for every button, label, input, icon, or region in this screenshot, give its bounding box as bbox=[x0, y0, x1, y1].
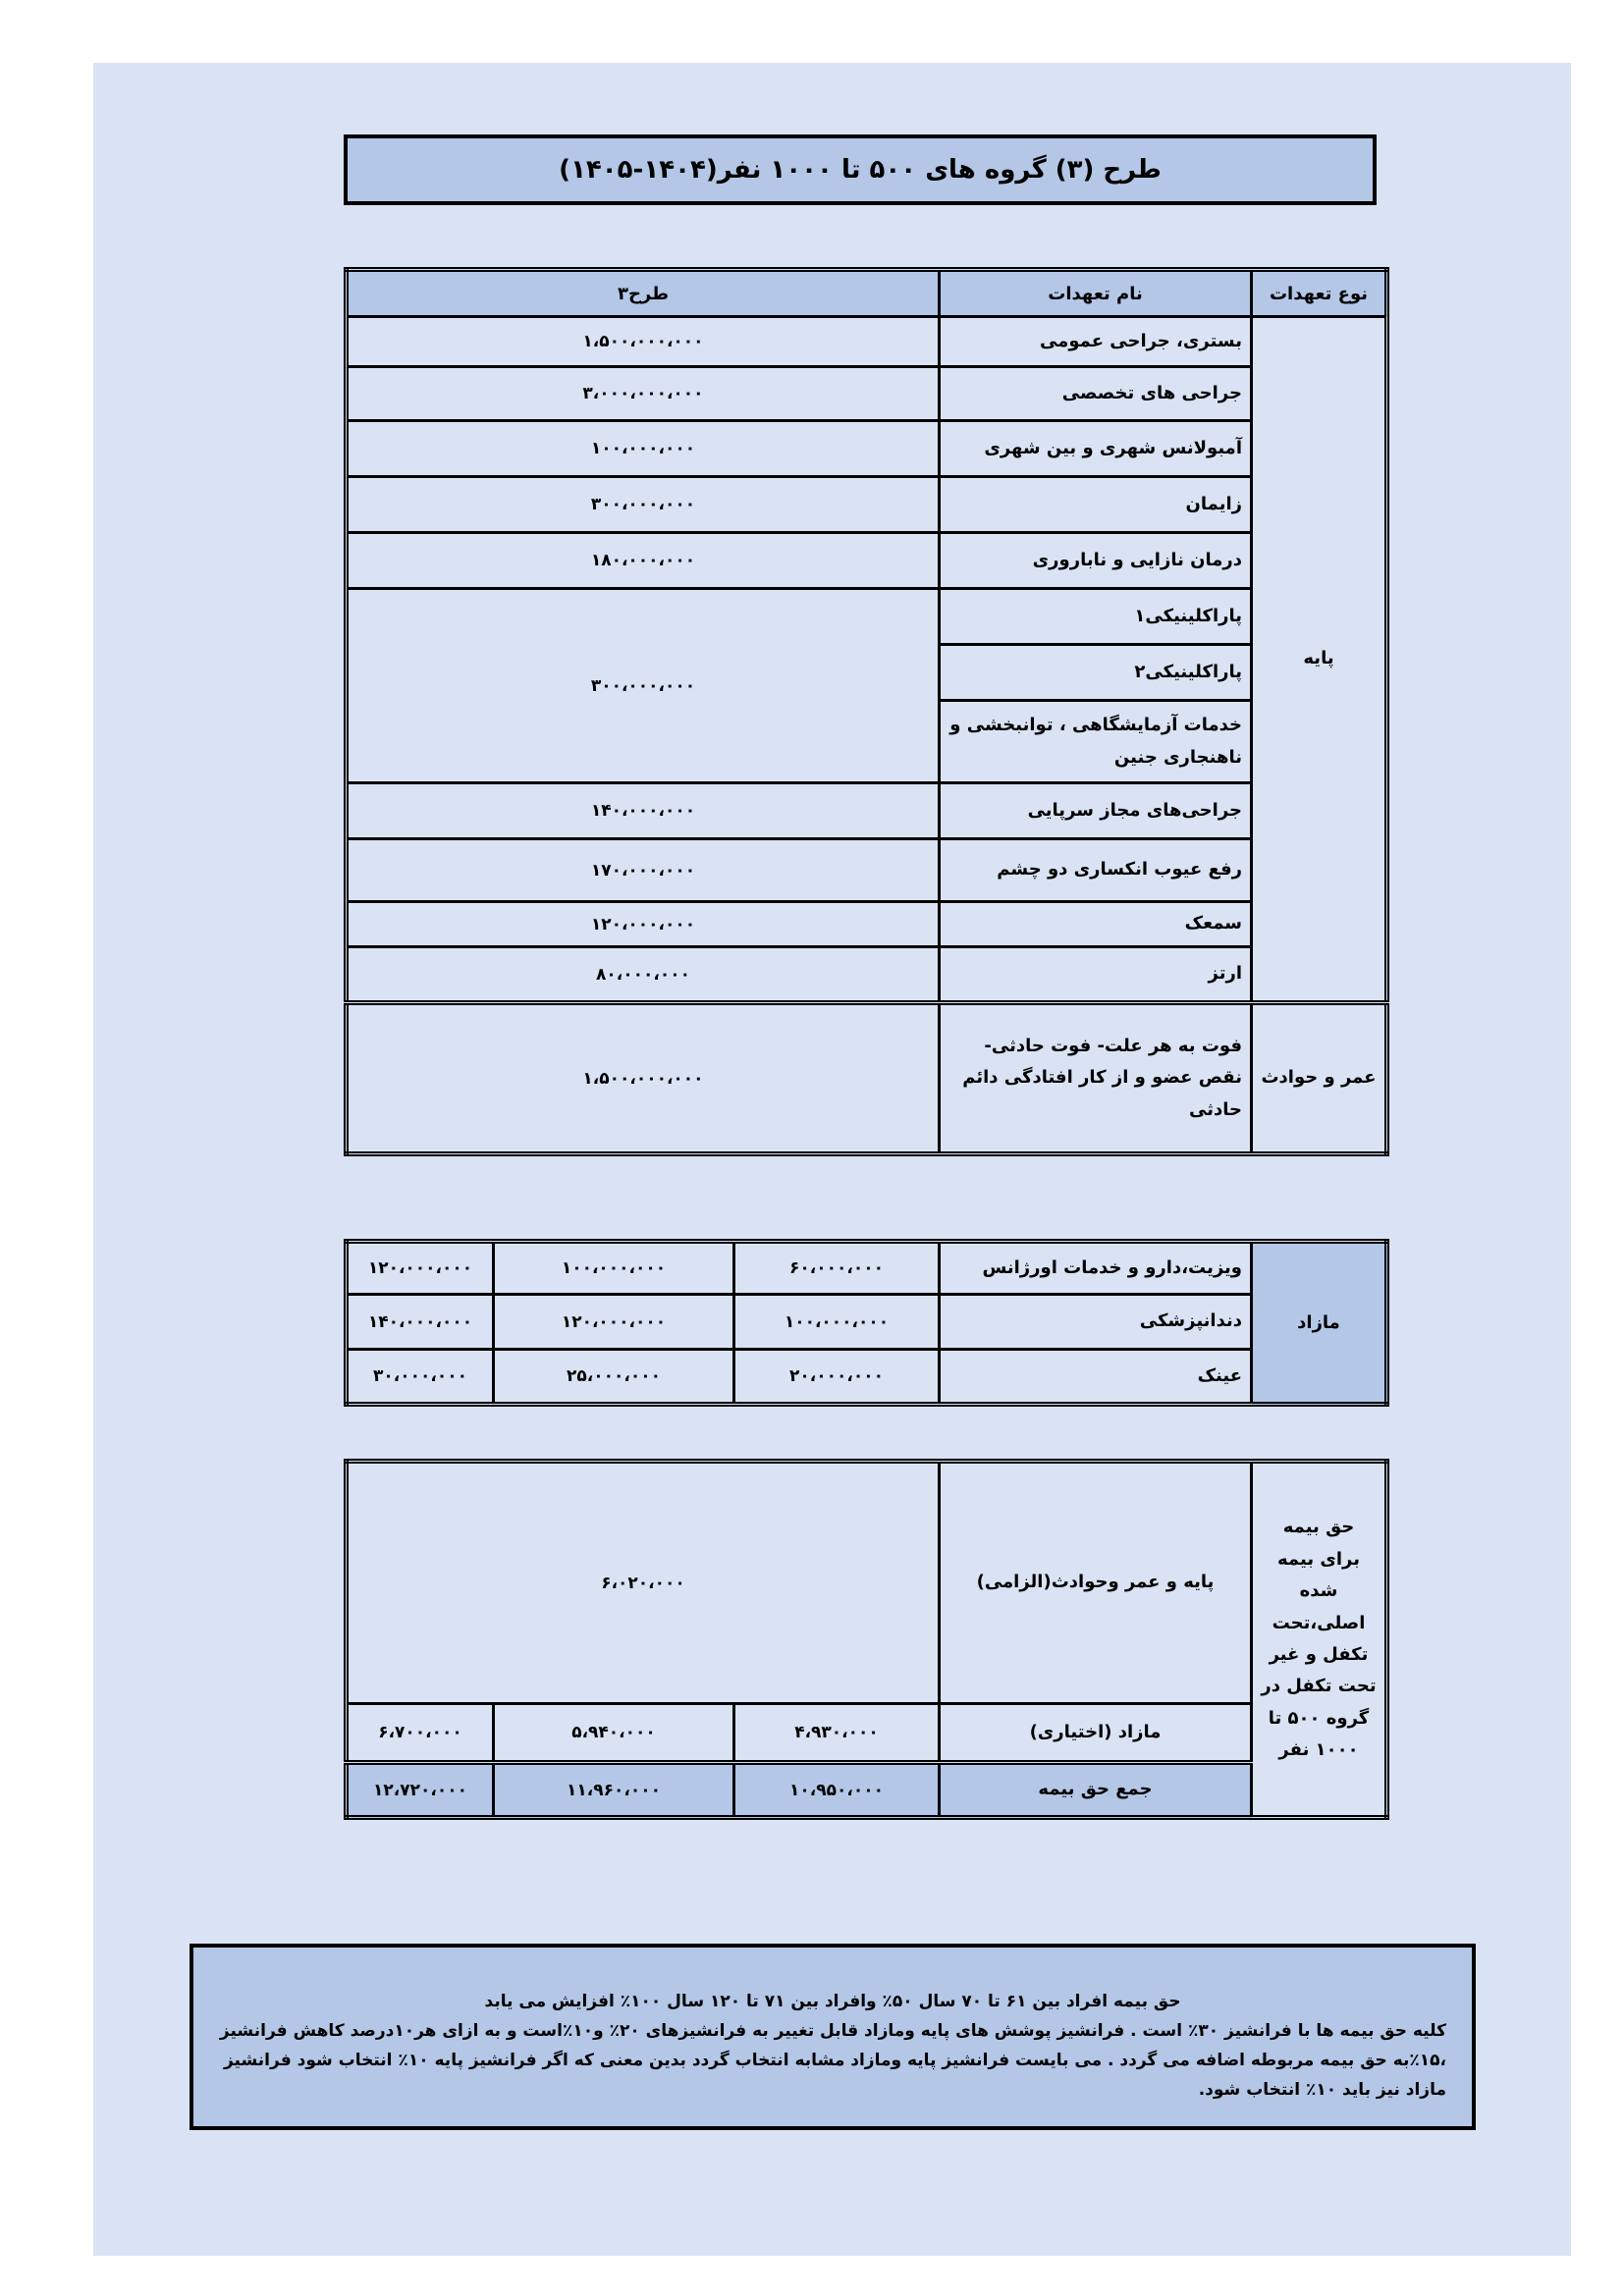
premium-optional-value: ۵،۹۴۰،۰۰۰ bbox=[494, 1704, 734, 1763]
table-row bbox=[347, 589, 1387, 645]
coverage-value: ۱۸۰،۰۰۰،۰۰۰ bbox=[347, 533, 940, 589]
premium-total-name: جمع حق بیمه bbox=[940, 1763, 1252, 1818]
mazad-name: ویزیت،دارو و خدمات اورژانس bbox=[940, 1242, 1252, 1295]
page-title-text: طرح (۳) گروه های ۵۰۰ تا ۱۰۰۰ نفر(۱۴۰۴-۱۴۰۵) bbox=[559, 155, 1162, 185]
premium-optional-name: مازاد (اختیاری) bbox=[940, 1704, 1252, 1763]
notes-box bbox=[189, 1944, 1476, 2130]
table-row bbox=[347, 477, 1387, 533]
coverage-name: پاراکلینیکی۱ bbox=[940, 589, 1252, 645]
type-base: پایه bbox=[1252, 317, 1387, 1003]
coverage-name: درمان نازایی و ناباروری bbox=[940, 533, 1252, 589]
header-name: نام تعهدات bbox=[940, 270, 1252, 317]
coverage-value: ۳،۰۰۰،۰۰۰،۰۰۰ bbox=[347, 367, 940, 421]
note-deductible: کلیه حق بیمه ها با فرانشیز ۳۰٪ است . فرانشیز پوشش های پایه ومازاد قابل تغییر به فرانشیزهای ۲۰٪ و۱۰٪است و به ازای هر۱۰درصد کاهش فرانشیز ،۱۵٪به حق بیمه مربوطه اضافه می گردد . می بایست فرانشیز پایه ومازاد مشابه انتخاب گردد بدین معنی که اگر فرانشیز پایه ۱۰٪ انتخاب شود فرانشیز مازاد نیز باید ۱۰٪ انتخاب شود. bbox=[219, 2021, 1446, 2100]
mazad-table bbox=[344, 1239, 1389, 1407]
type-mazad: مازاد bbox=[1252, 1242, 1387, 1405]
mazad-value: ۳۰،۰۰۰،۰۰۰ bbox=[347, 1350, 494, 1405]
mazad-name: دندانپزشکی bbox=[940, 1295, 1252, 1350]
coverage-name: بستری، جراحی عمومی bbox=[940, 317, 1252, 367]
coverage-value: ۳۰۰،۰۰۰،۰۰۰ bbox=[347, 589, 940, 783]
premium-total-value: ۱۰،۹۵۰،۰۰۰ bbox=[734, 1763, 940, 1818]
coverage-header-row bbox=[347, 270, 1387, 317]
coverage-value: ۱،۵۰۰،۰۰۰،۰۰۰ bbox=[347, 317, 940, 367]
premium-table bbox=[344, 1459, 1389, 1820]
table-row bbox=[347, 783, 1387, 839]
table-row bbox=[347, 1242, 1387, 1295]
coverage-name: زایمان bbox=[940, 477, 1252, 533]
coverage-name: جراحی‌های مجاز سرپایی bbox=[940, 783, 1252, 839]
table-row bbox=[347, 1462, 1387, 1704]
mazad-value: ۱۲۰،۰۰۰،۰۰۰ bbox=[347, 1242, 494, 1295]
coverage-value: ۸۰،۰۰۰،۰۰۰ bbox=[347, 947, 940, 1003]
table-row bbox=[347, 421, 1387, 477]
table-row bbox=[347, 1763, 1387, 1818]
page-title bbox=[344, 134, 1377, 205]
table-row bbox=[347, 1350, 1387, 1405]
coverage-name: ارتز bbox=[940, 947, 1252, 1003]
type-premium: حق بیمه برای بیمه شده اصلی،تحت تکفل و غیر تحت تکفل در گروه ۵۰۰ تا ۱۰۰۰ نفر bbox=[1252, 1462, 1387, 1818]
mazad-value: ۶۰،۰۰۰،۰۰۰ bbox=[734, 1242, 940, 1295]
premium-total-value: ۱۲،۷۲۰،۰۰۰ bbox=[347, 1763, 494, 1818]
header-plan: طرح۳ bbox=[347, 270, 940, 317]
table-row bbox=[347, 839, 1387, 902]
mazad-value: ۲۵،۰۰۰،۰۰۰ bbox=[494, 1350, 734, 1405]
table-row bbox=[347, 1704, 1387, 1763]
coverage-name: سمعک bbox=[940, 902, 1252, 947]
table-row bbox=[347, 1003, 1387, 1154]
table-row bbox=[347, 367, 1387, 421]
coverage-name: جراحی های تخصصی bbox=[940, 367, 1252, 421]
table-row bbox=[347, 533, 1387, 589]
coverage-name: خدمات آزمایشگاهی ، توانبخشی و ناهنجاری جنین bbox=[940, 701, 1252, 783]
table-row bbox=[347, 947, 1387, 1003]
coverage-name: پاراکلینیکی۲ bbox=[940, 645, 1252, 701]
coverage-value: ۱۲۰،۰۰۰،۰۰۰ bbox=[347, 902, 940, 947]
mazad-value: ۱۰۰،۰۰۰،۰۰۰ bbox=[494, 1242, 734, 1295]
coverage-value: ۱۰۰،۰۰۰،۰۰۰ bbox=[347, 421, 940, 477]
coverage-name: آمبولانس شهری و بین شهری bbox=[940, 421, 1252, 477]
mazad-value: ۱۴۰،۰۰۰،۰۰۰ bbox=[347, 1295, 494, 1350]
type-life: عمر و حوادث bbox=[1252, 1003, 1387, 1154]
coverage-value: ۱۷۰،۰۰۰،۰۰۰ bbox=[347, 839, 940, 902]
coverage-table bbox=[344, 267, 1389, 1156]
mazad-value: ۲۰،۰۰۰،۰۰۰ bbox=[734, 1350, 940, 1405]
coverage-value: ۱،۵۰۰،۰۰۰،۰۰۰ bbox=[347, 1003, 940, 1154]
coverage-value: ۳۰۰،۰۰۰،۰۰۰ bbox=[347, 477, 940, 533]
table-row bbox=[347, 317, 1387, 367]
table-row bbox=[347, 1295, 1387, 1350]
mazad-name: عینک bbox=[940, 1350, 1252, 1405]
coverage-value: ۱۴۰،۰۰۰،۰۰۰ bbox=[347, 783, 940, 839]
table-row bbox=[347, 902, 1387, 947]
premium-optional-value: ۶،۷۰۰،۰۰۰ bbox=[347, 1704, 494, 1763]
premium-optional-value: ۴،۹۳۰،۰۰۰ bbox=[734, 1704, 940, 1763]
coverage-name: رفع عیوب انکساری دو چشم bbox=[940, 839, 1252, 902]
mazad-value: ۱۲۰،۰۰۰،۰۰۰ bbox=[494, 1295, 734, 1350]
premium-total-value: ۱۱،۹۶۰،۰۰۰ bbox=[494, 1763, 734, 1818]
mazad-value: ۱۰۰،۰۰۰،۰۰۰ bbox=[734, 1295, 940, 1350]
header-type: نوع تعهدات bbox=[1252, 270, 1387, 317]
note-age-surcharge: حق بیمه افراد بین ۶۱ تا ۷۰ سال ۵۰٪ وافراد بین ۷۱ تا ۱۲۰ سال ۱۰۰٪ افزایش می یابد bbox=[484, 1992, 1181, 2011]
premium-mandatory-value: ۶،۰۲۰،۰۰۰ bbox=[347, 1462, 940, 1704]
coverage-name: فوت به هر علت- فوت حادثی-نقص عضو و از کار افتادگی دائم حادثی bbox=[940, 1003, 1252, 1154]
premium-mandatory-name: پایه و عمر وحوادث(الزامی) bbox=[940, 1462, 1252, 1704]
